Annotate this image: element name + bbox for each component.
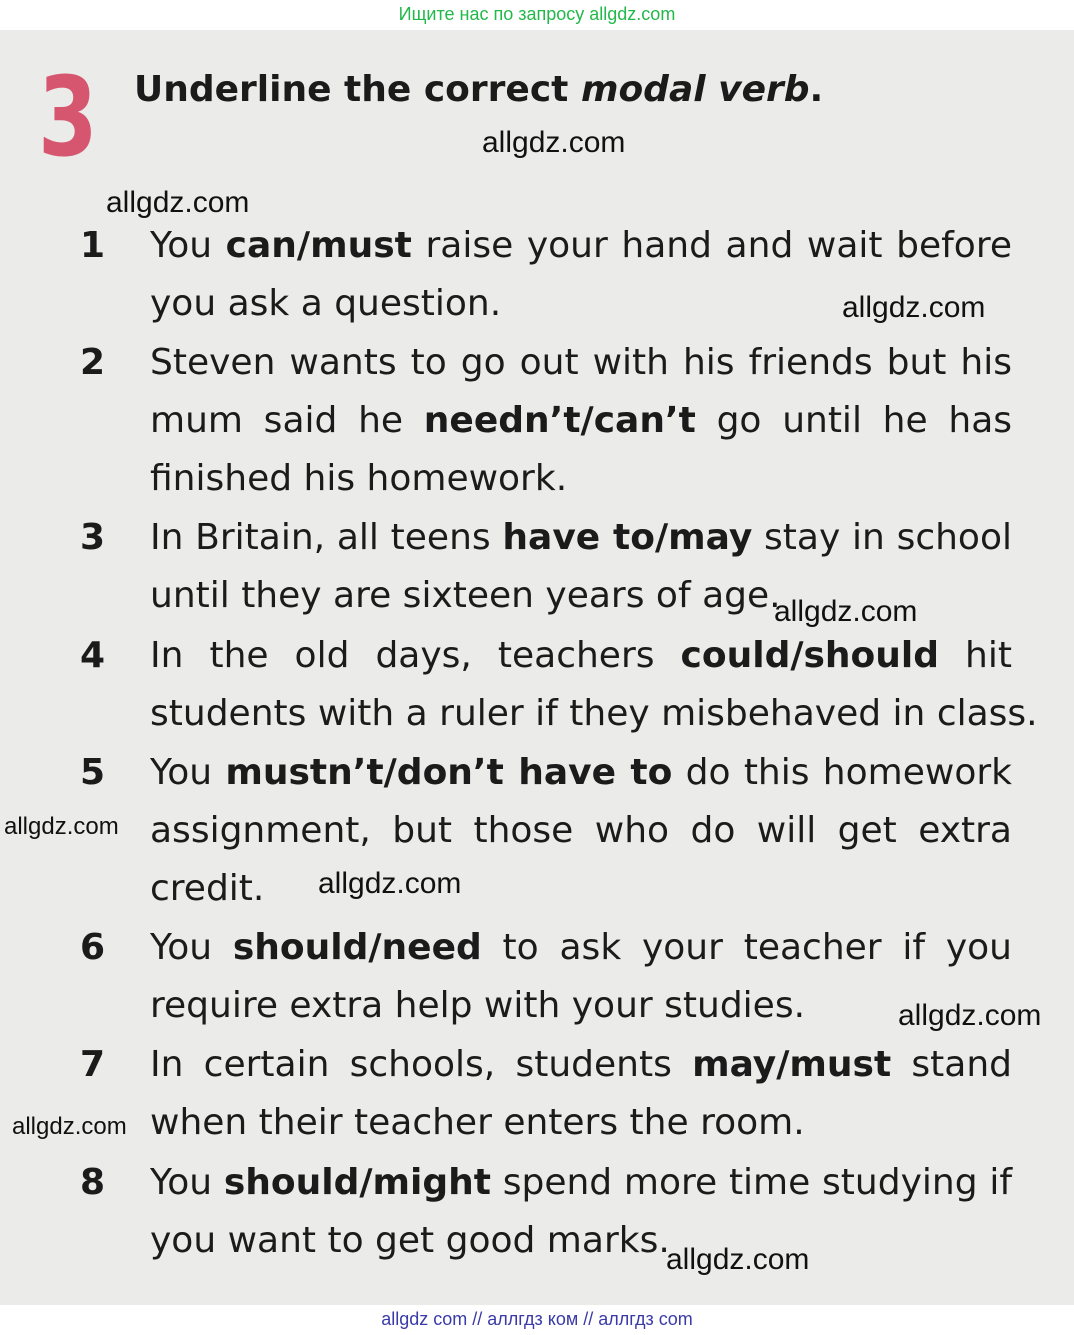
sentence-part: mum said he: [150, 400, 424, 441]
modal-choice[interactable]: have to/may: [502, 517, 753, 558]
item-line: require extra help with your studies.: [150, 985, 806, 1026]
item-line: [150, 1154, 1012, 1212]
item-number: 8: [80, 1162, 106, 1203]
watermark: allgdz.com: [4, 813, 119, 840]
sentence-part: do this homework: [672, 752, 1012, 793]
item-number: 1: [80, 225, 106, 266]
instruction-text: Underline the correct: [134, 69, 581, 110]
item-line: you ask a question.: [150, 283, 502, 324]
modal-choice[interactable]: should/might: [223, 1162, 491, 1203]
exercise-number: 3: [38, 53, 98, 181]
item-number: 7: [80, 1044, 106, 1085]
item-line: [150, 1036, 1012, 1094]
modal-choice[interactable]: needn’t/can’t: [423, 400, 696, 441]
watermark: allgdz.com: [898, 999, 1042, 1032]
exercise-instruction: [134, 68, 823, 112]
top-banner: Ищите нас по запросу allgdz.com: [398, 4, 676, 24]
modal-choice[interactable]: can/must: [225, 225, 412, 266]
watermark: allgdz.com: [666, 1243, 810, 1276]
watermark: allgdz.com: [12, 1113, 127, 1140]
instruction-emphasis: modal verb: [580, 69, 810, 110]
item-line: [150, 509, 1012, 567]
item-line: assignment, but those who do will get extra: [150, 810, 1012, 851]
watermark: allgdz.com: [482, 126, 626, 159]
item-line: Steven wants to go out with his friends but his: [150, 342, 1012, 383]
modal-choice[interactable]: may/must: [692, 1044, 892, 1085]
sentence-part: You: [150, 752, 226, 793]
bottom-banner: allgdz com // аллгдз ком // аллгдз com: [381, 1309, 693, 1329]
textbook-page: [0, 30, 1074, 1305]
sentence-part: hit: [939, 635, 1012, 676]
item-line: you want to get good marks.: [150, 1220, 670, 1261]
item-line: students with a ruler if they misbehaved in class.: [150, 693, 1038, 734]
sentence-part: You: [150, 225, 226, 266]
sentence-part: stand: [891, 1044, 1012, 1085]
instruction-end: .: [809, 69, 824, 110]
item-number: 4: [80, 635, 106, 676]
sentence-part: stay in school: [752, 517, 1012, 558]
modal-choice[interactable]: mustn’t/don’t have to: [225, 752, 673, 793]
item-number: 2: [80, 342, 106, 383]
sentence-part: You: [150, 1162, 224, 1203]
item-line: finished his homework.: [150, 458, 568, 499]
sentence-part: go until he has: [695, 400, 1013, 441]
sentence-part: In the old days, teachers: [150, 635, 681, 676]
modal-choice[interactable]: could/should: [680, 635, 940, 676]
sentence-part: You: [150, 927, 233, 968]
sentence-part: In Britain, all teens: [150, 517, 503, 558]
item-number: 3: [80, 517, 106, 558]
watermark: allgdz.com: [106, 186, 250, 219]
item-line: [150, 217, 1012, 275]
sentence-part: spend more time studying if: [490, 1162, 1012, 1203]
item-line: credit.: [150, 868, 265, 909]
item-line: [150, 392, 1012, 450]
sentence-part: raise your hand and wait before: [411, 225, 1012, 266]
watermark: allgdz.com: [774, 595, 918, 628]
item-line: when their teacher enters the room.: [150, 1102, 805, 1143]
item-line: [150, 919, 1012, 977]
item-line: [150, 627, 1012, 685]
sentence-part: to ask your teacher if you: [481, 927, 1012, 968]
item-line: [150, 744, 1012, 802]
modal-choice[interactable]: should/need: [232, 927, 482, 968]
sentence-part: In certain schools, students: [150, 1044, 693, 1085]
watermark: allgdz.com: [318, 867, 462, 900]
watermark: allgdz.com: [842, 291, 986, 324]
item-number: 6: [80, 927, 106, 968]
item-line: until they are sixteen years of age.: [150, 575, 781, 616]
item-number: 5: [80, 752, 106, 793]
